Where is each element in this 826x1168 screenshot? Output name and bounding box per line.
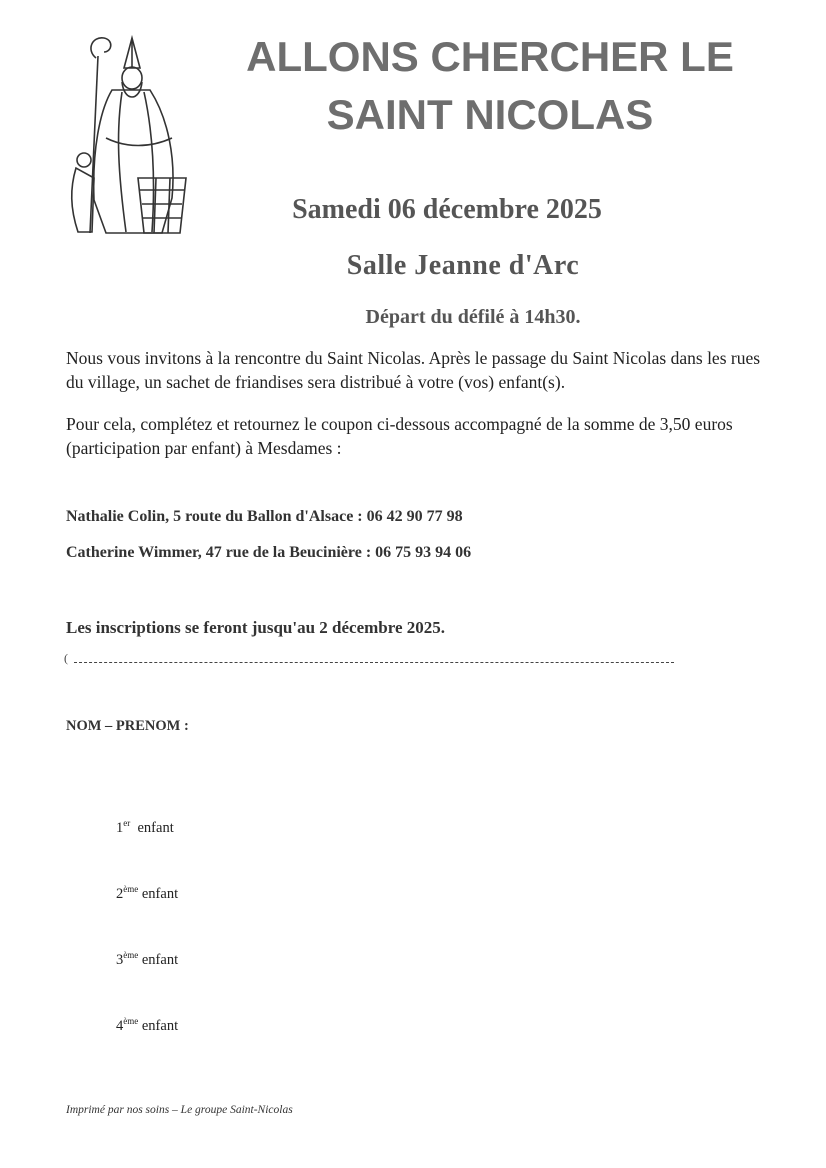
contact-1: Nathalie Colin, 5 route du Ballon d'Alsace : 06 42 90 77 98 <box>66 508 463 525</box>
event-departure: Départ du défilé à 14h30. <box>365 306 581 328</box>
event-date: Samedi 06 décembre 2025 <box>292 194 602 225</box>
instructions-paragraph: Pour cela, complétez et retournez le coupon ci-dessous accompagné de la somme de 3,50 euros (participation par enfant) à Mesdames : <box>66 414 733 458</box>
name-field-label: NOM – PRENOM : <box>66 718 189 734</box>
registration-deadline: Les inscriptions se feront jusqu'au 2 décembre 2025. <box>66 618 446 637</box>
footer-note: Imprimé par nos soins – Le groupe Saint-Nicolas <box>66 1104 293 1116</box>
child-4-field: 4ème enfant <box>116 1016 179 1034</box>
coupon-cut-line <box>64 651 674 668</box>
invitation-paragraph: Nous vous invitons à la rencontre du Saint Nicolas. Après le passage du Saint Nicolas dans les rues du village, un sachet de friandises sera distribué à votre (vos) enfant(s). <box>66 348 761 392</box>
contact-2: Catherine Wimmer, 47 rue de la Beucinière : 06 75 93 94 06 <box>66 544 472 561</box>
event-venue: Salle Jeanne d'Arc <box>346 250 580 281</box>
title-line-1: ALLONS CHERCHER LE <box>246 33 734 80</box>
scissor-icon: ( <box>64 651 68 665</box>
saint-nicolas-illustration-icon <box>66 28 200 240</box>
dashed-line <box>74 662 674 663</box>
child-1-field: 1er enfant <box>116 818 174 836</box>
child-3-field: 3ème enfant <box>116 950 179 968</box>
title-line-2: SAINT NICOLAS <box>326 91 654 138</box>
child-2-field: 2ème enfant <box>116 884 179 902</box>
